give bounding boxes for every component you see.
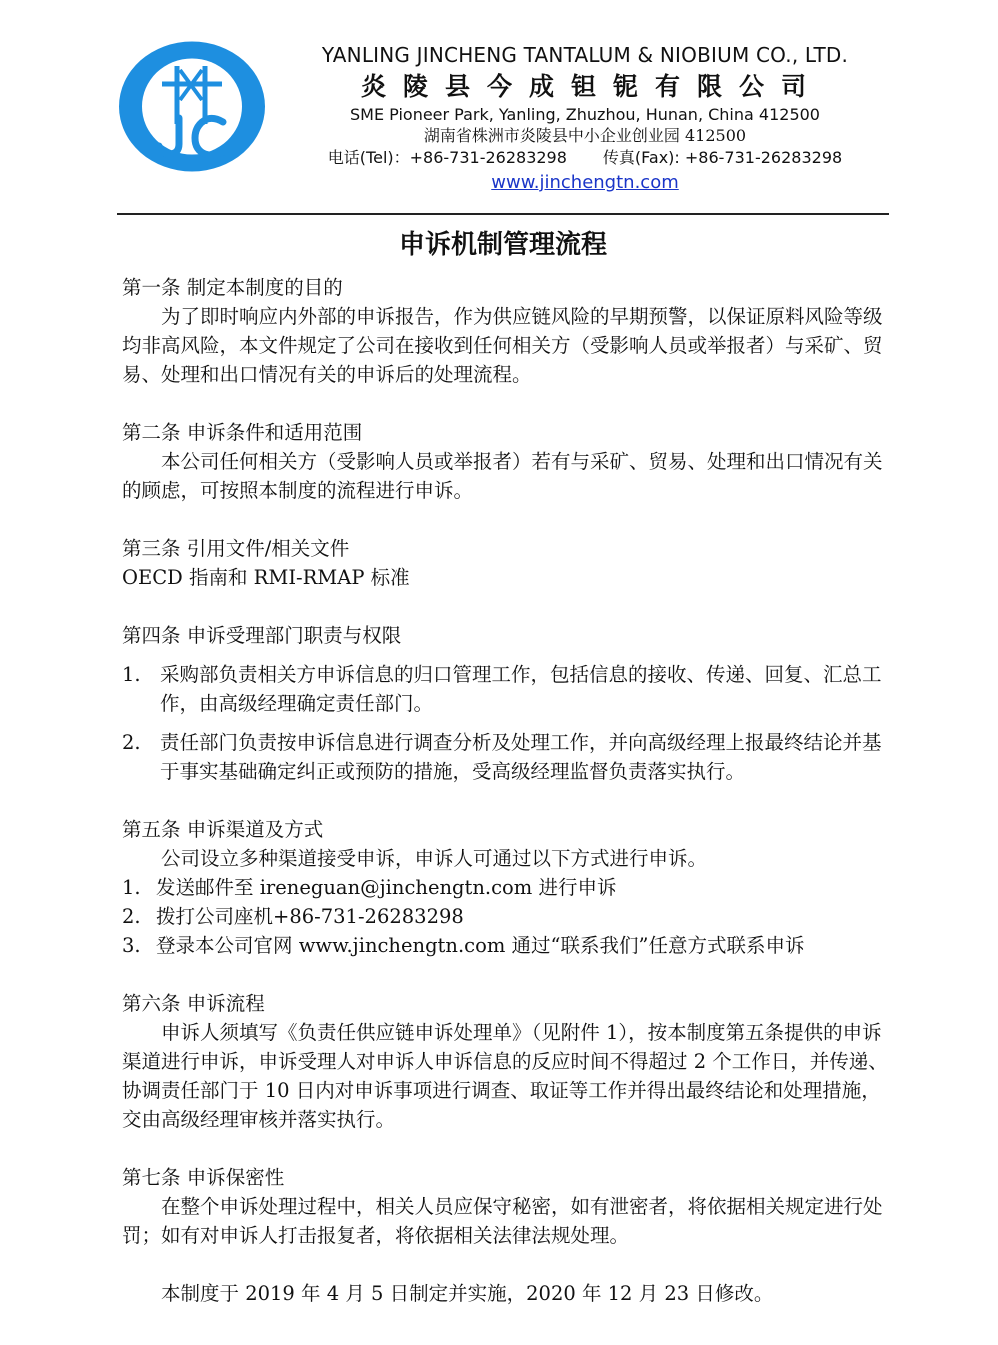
list-item: [122, 902, 892, 931]
address-cn: 湖南省株洲市炎陵县中小企业创业园 412500: [423, 126, 747, 145]
company-logo: [117, 40, 267, 173]
list-item-text: 登录本公司官网 www.jinchengtn.com 通过“联系我们”任意方式联系申诉: [156, 934, 805, 957]
contact-line: [270, 146, 900, 170]
company-name-cn: 炎陵县今成钽铌有限公司: [360, 72, 823, 101]
list-item-text: 发送邮件至 ireneguan@jinchengtn.com 进行申诉: [156, 876, 617, 899]
document-body: [122, 273, 892, 1308]
article-3-body: OECD 指南和 RMI-RMAP 标准: [122, 566, 410, 589]
article-3-heading: 第三条 引用文件/相关文件: [122, 537, 350, 560]
article-7-heading: 第七条 申诉保密性: [122, 1166, 285, 1189]
article-5-heading: 第五条 申诉渠道及方式: [122, 818, 324, 841]
list-item: [122, 873, 892, 902]
article-2-heading: 第二条 申诉条件和适用范围: [122, 421, 363, 444]
telephone: 电话(Tel)：+86-731-26283298: [327, 148, 567, 167]
article-6-heading: 第六条 申诉流程: [122, 992, 265, 1015]
article-1-heading: 第一条 制定本制度的目的: [122, 276, 343, 299]
list-item-number: 2.: [122, 905, 141, 928]
list-item-text: 采购部负责相关方申诉信息的归口管理工作，包括信息的接收、传递、回复、汇总工作，由高级经理确定责任部门。: [160, 663, 882, 715]
letterhead: [270, 40, 900, 196]
list-item-text: 责任部门负责按申诉信息进行调查分析及处理工作，并向高级经理上报最终结论并基于事实基础确定纠正或预防的措施，受高级经理监督负责落实执行。: [160, 731, 882, 783]
list-item-number: 3.: [122, 934, 141, 957]
article-6-body: 申诉人须填写《负责任供应链申诉处理单》（见附件 1），按本制度第五条提供的申诉渠道进行申诉，申诉受理人对申诉人申诉信息的反应时间不得超过 2 个工作日，并传递、协调责任部门于 10 日内对申诉事项进行调查、取证等工作并得出最终结论和处理措施，交由高级经理审核并落实执行。: [122, 1021, 888, 1131]
list-item: [122, 660, 892, 718]
address-en: SME Pioneer Park, Yanling, Zhuzhou, Hunan, China 412500: [350, 105, 820, 124]
article-1-body: 为了即时响应内外部的申诉报告，作为供应链风险的早期预警，以保证原料风险等级均非高风险，本文件规定了公司在接收到任何相关方（受影响人员或举报者）与采矿、贸易、处理和出口情况有关的申诉后的处理流程。: [122, 305, 883, 386]
list-item-number: 1.: [122, 876, 141, 899]
list-item: [122, 728, 892, 786]
article-7-body: 在整个申诉处理过程中，相关人员应保守秘密，如有泄密者，将依据相关规定进行处罚；如有对申诉人打击报复者，将依据相关法律法规处理。: [122, 1195, 883, 1247]
list-item-number: 2.: [122, 731, 141, 754]
closing-statement: 本制度于 2019 年 4 月 5 日制定并实施，2020 年 12 月 23 日修改。: [161, 1282, 774, 1305]
article-5-intro: 公司设立多种渠道接受申诉，申诉人可通过以下方式进行申诉。: [161, 847, 708, 870]
article-2-body: 本公司任何相关方（受影响人员或举报者）若有与采矿、贸易、处理和出口情况有关的顾虑，可按照本制度的流程进行申诉。: [122, 450, 883, 502]
fax: 传真(Fax): +86-731-26283298: [602, 148, 843, 167]
header-divider: [117, 213, 889, 215]
document-title: 申诉机制管理流程: [398, 230, 607, 260]
list-item: [122, 931, 892, 960]
website-link[interactable]: www.jinchengtn.com: [491, 172, 679, 193]
article-4-heading: 第四条 申诉受理部门职责与权限: [122, 624, 402, 647]
list-item-number: 1.: [122, 663, 141, 686]
company-name-en: YANLING JINCHENG TANTALUM & NIOBIUM CO., LTD.: [321, 43, 849, 67]
list-item-text: 拨打公司座机+86-731-26283298: [156, 905, 464, 928]
